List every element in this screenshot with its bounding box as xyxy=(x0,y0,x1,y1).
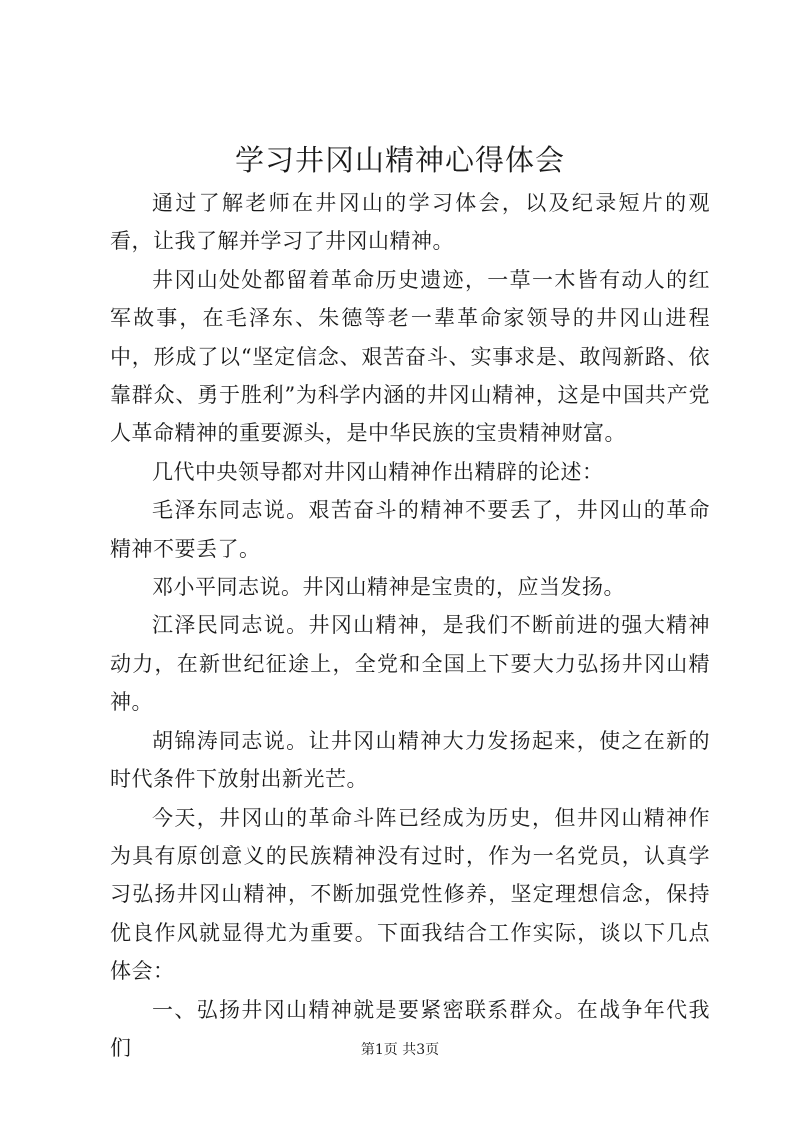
page-number-footer: 第1页 共3页 xyxy=(360,1042,440,1058)
paragraph-hu-quote: 胡锦涛同志说。让井冈山精神大力发扬起来，使之在新的时代条件下放射出新光芒。 xyxy=(110,728,710,792)
document-title: 学习井冈山精神心得体会 xyxy=(234,143,565,177)
paragraph-deng-quote: 邓小平同志说。井冈山精神是宝贵的，应当发扬。 xyxy=(152,575,625,600)
document-body xyxy=(110,184,710,1067)
paragraph-jiang-quote: 江泽民同志说。井冈山精神，是我们不断前进的强大精神动力，在新世纪征途上，全党和全国上下要大力弘扬井冈山精神。 xyxy=(110,613,710,715)
paragraph-jinggangshan-history: 井冈山处处都留着革命历史遗迹，一草一木皆有动人的红军故事，在毛泽东、朱德等老一辈革命家领导的井冈山进程中，形成了以“坚定信念、艰苦奋斗、实事求是、敢闯新路、依靠群众、勇于胜利”为科学内涵的井冈山精神，这是中国共产党人革命精神的重要源头，是中华民族的宝贵精神财富。 xyxy=(110,267,710,446)
paragraph-point-one: 一、弘扬井冈山精神就是要紧密联系群众。在战争年代我们 xyxy=(110,997,710,1060)
paragraph-today: 今天，井冈山的革命斗阵已经成为历史，但井冈山精神作为具有原创意义的民族精神没有过时，作为一名党员，认真学习弘扬井冈山精神，不断加强党性修养，坚定理想信念，保持优良作风就显得尤为重要。下面我结合工作实际，谈以下几点体会： xyxy=(110,805,710,984)
paragraph-mao-quote: 毛泽东同志说。艰苦奋斗的精神不要丢了，井冈山的革命精神不要丢了。 xyxy=(110,498,710,561)
paragraph-intro: 通过了解老师在井冈山的学习体会，以及纪录短片的观看，让我了解并学习了井冈山精神。 xyxy=(110,191,710,254)
paragraph-leaders-intro: 几代中央领导都对井冈山精神作出精辟的论述： xyxy=(152,459,604,484)
